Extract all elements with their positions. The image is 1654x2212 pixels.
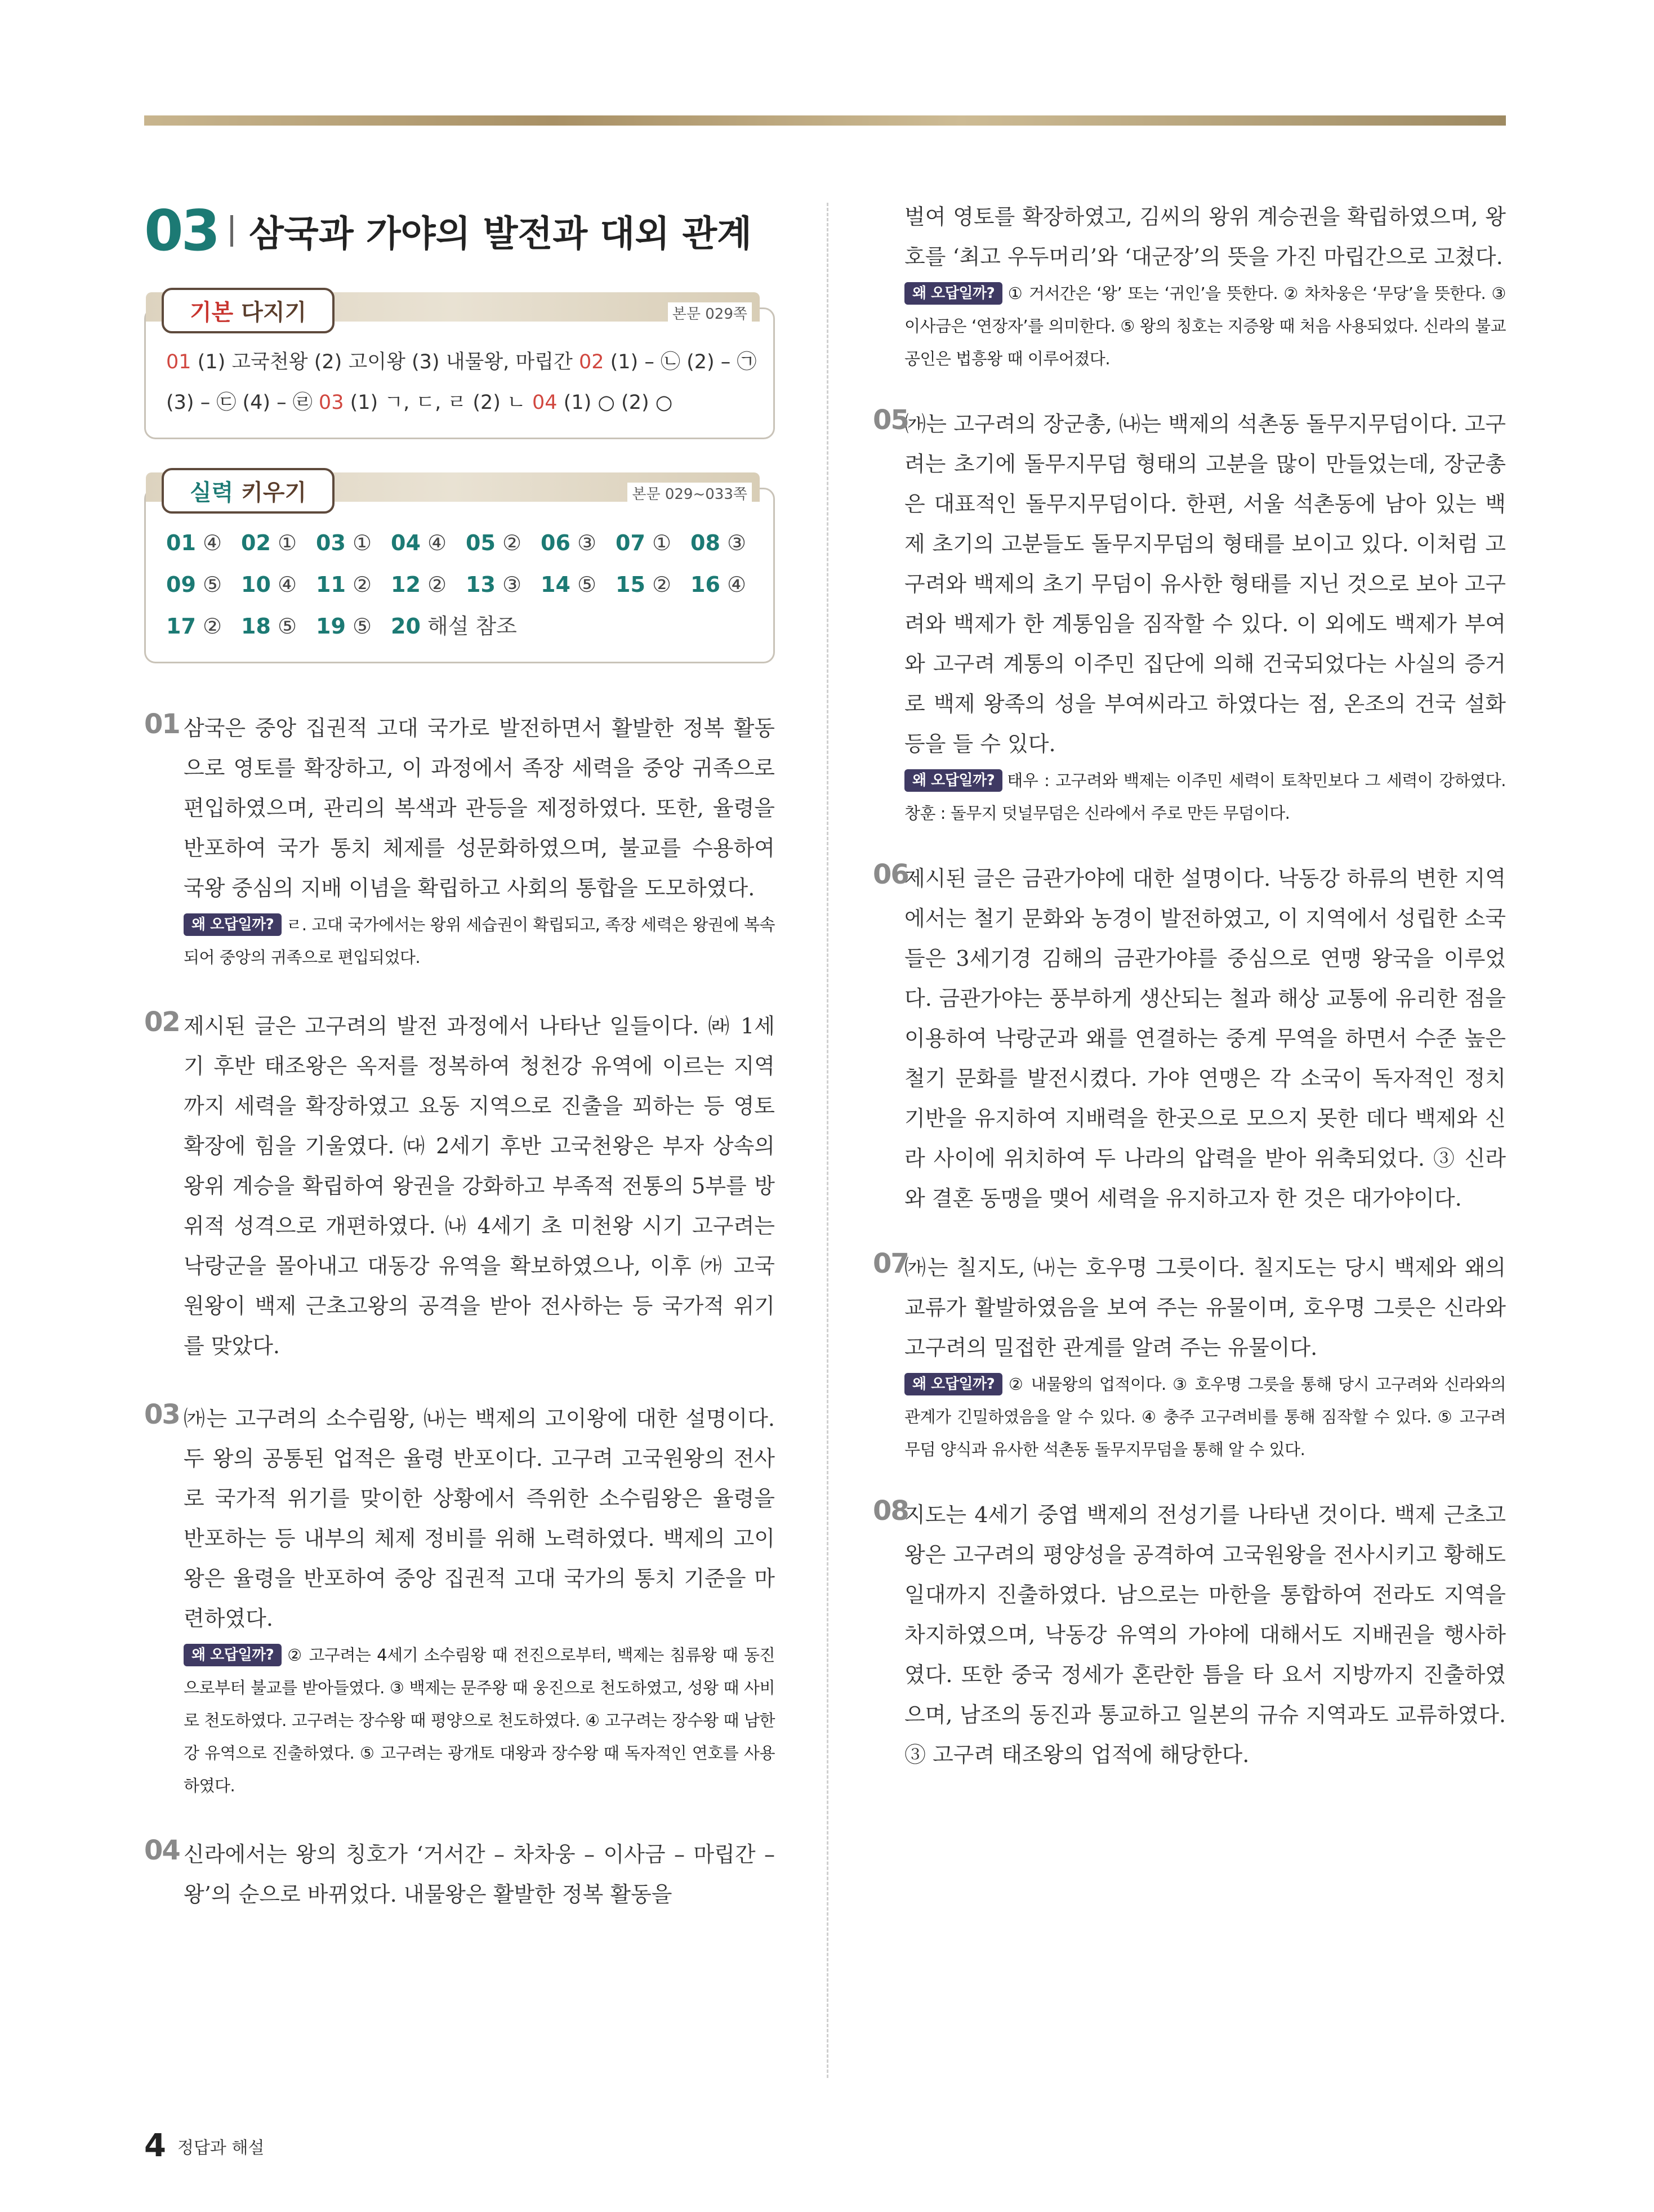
section-heading	[144, 197, 775, 265]
answer-value: ③	[495, 572, 522, 597]
answer-cell	[466, 564, 541, 605]
answer-cell	[541, 564, 616, 605]
answer-cell	[690, 522, 765, 564]
answer-value: ②	[195, 614, 222, 639]
answer-num: 18	[241, 614, 271, 639]
answer-cell	[616, 564, 690, 605]
basic-ans-num: 02	[578, 351, 604, 373]
answer-num: 20	[391, 614, 421, 639]
answer-cell	[316, 522, 391, 564]
answer-value: ①	[270, 530, 297, 555]
answer-num: 13	[466, 572, 496, 597]
answer-cell	[241, 564, 316, 605]
practice-label-rest: 키우기	[233, 480, 307, 506]
answer-num: 09	[166, 572, 196, 597]
question-explanation	[144, 1835, 775, 1915]
answer-value: ④	[270, 572, 297, 597]
page-number: 4	[144, 2128, 166, 2164]
answer-value: ④	[420, 530, 447, 555]
column-divider	[827, 203, 828, 2078]
question-number: 04	[144, 1835, 180, 1866]
explanation-text: 삼국은 중앙 집권적 고대 국가로 발전하면서 활발한 정복 활동으로 영토를 확장하고, 이 과정에서 족장 세력을 중앙 귀족으로 편입하였으며, 관리의 복색과 관등을 제정하였다. 또한, 율령을 반포하여 국가 통치 체제를 성문화하였으며, 불교를 수용하여 국왕 중심의 지배 이념을 확립하고 사회의 통합을 도모하였다.	[184, 716, 775, 900]
answer-cell	[241, 605, 316, 647]
answer-cell	[166, 605, 241, 647]
tip-text: ② 내물왕의 업적이다. ③ 호우명 그릇을 통해 당시 고구려와 신라와의 관계가 긴밀하였음을 알 수 있다. ④ 충주 고구려비를 통해 짐작할 수 있다. ⑤ 고구려 무덤 양식과 유사한 석촌동 돌무지무덤을 통해 알 수 있다.	[904, 1375, 1506, 1459]
left-column	[144, 197, 775, 1915]
answer-num: 03	[316, 530, 346, 555]
basic-box-page-ref: 본문 029쪽	[668, 302, 752, 323]
answer-value: ⑤	[270, 614, 297, 639]
tip-badge: 왜 오답일까?	[904, 1373, 1002, 1395]
answer-cell	[690, 564, 765, 605]
practice-box-label	[162, 468, 335, 514]
basic-answer-line-1	[166, 342, 755, 382]
practice-row	[166, 522, 755, 564]
wrong-answer-note	[144, 908, 775, 974]
question-number: 08	[873, 1495, 908, 1527]
question-number: 05	[873, 404, 908, 436]
tip-text: 태우 : 고구려와 백제는 이주민 세력이 토착민보다 그 세력이 강하였다. 창훈 : 돌무지 덧널무덤은 신라에서 주로 만든 무덤이다.	[904, 771, 1506, 823]
answer-value: ①	[345, 530, 372, 555]
tip-badge: 왜 오답일까?	[904, 282, 1002, 305]
section-title: 삼국과 가야의 발전과 대외 관계	[249, 213, 752, 255]
answer-num: 05	[466, 530, 496, 555]
answer-num: 14	[541, 572, 570, 597]
answer-num: 08	[690, 530, 720, 555]
practice-row	[166, 564, 755, 605]
explanation-text: 제시된 글은 금관가야에 대한 설명이다. 낙동강 하류의 변한 지역에서는 철기 문화와 농경이 발전하였고, 이 지역에서 성립한 소국들은 3세기경 김해의 금관가야를 중심으로 연맹 왕국을 이루었다. 금관가야는 풍부하게 생산되는 철과 해상 교통에 유리한 점을 이용하여 낙랑군과 왜를 연결하는 중계 무역을 하면서 수준 높은 철기 문화를 발전시켰다. 가야 연맹은 각 소국이 독자적인 정치 기반을 유지하여 지배력을 한곳으로 모으지 못한 데다 백제와 신라 사이에 위치하여 두 나라의 압력을 받아 위축되었다. ③ 신라와 결혼 동맹을 맺어 세력을 유지하고자 한 것은 대가야이다.	[904, 866, 1506, 1211]
answer-value: 해설 참조	[420, 614, 517, 639]
answer-value: ⑤	[345, 614, 372, 639]
answer-value: ②	[345, 572, 372, 597]
question-number: 03	[144, 1399, 180, 1430]
answer-num: 11	[316, 572, 346, 597]
question-explanation	[873, 404, 1506, 830]
basic-ans-num: 01	[166, 351, 191, 373]
tip-text: ㄹ. 고대 국가에서는 왕위 세습권이 확립되고, 족장 세력은 왕권에 복속되어 중앙의 귀족으로 편입되었다.	[184, 915, 775, 967]
answer-cell	[391, 605, 560, 647]
section-number: 03	[144, 198, 219, 264]
question-explanation	[873, 1248, 1506, 1466]
tip-badge: 왜 오답일까?	[184, 1644, 282, 1666]
tip-text: ② 고구려는 4세기 소수림왕 때 전진으로부터, 백제는 침류왕 때 동진으로부터 불교를 받아들였다. ③ 백제는 문주왕 때 웅진으로 천도하였고, 성왕 때 사비로 천도하였다. 고구려는 장수왕 때 평양으로 천도하였다. ④ 고구려는 장수왕 때 남한강 유역으로 진출하였다. ⑤ 고구려는 광개토 대왕과 장수왕 때 독자적인 연호를 사용하였다.	[184, 1645, 775, 1795]
answer-num: 16	[690, 572, 720, 597]
answer-num: 01	[166, 530, 196, 555]
answer-num: 04	[391, 530, 421, 555]
right-column	[873, 197, 1506, 1775]
answer-num: 10	[241, 572, 271, 597]
question-explanation	[873, 1495, 1506, 1775]
explanation-text: ㈎는 고구려의 소수림왕, ㈏는 백제의 고이왕에 대한 설명이다. 두 왕의 공통된 업적은 율령 반포이다. 고구려 고국원왕의 전사로 국가적 위기를 맞이한 상황에서 즉위한 소수림왕은 율령을 반포하는 등 내부의 체제 정비를 위해 노력하였다. 백제의 고이왕은 율령을 반포하여 중앙 집권적 고대 국가의 통치 기준을 마련하였다.	[184, 1406, 775, 1631]
explanation-text: 제시된 글은 고구려의 발전 과정에서 나타난 일들이다. ㈑ 1세기 후반 태조왕은 옥저를 정복하여 청천강 유역에 이르는 지역까지 세력을 확장하였고 요동 지역으로 진출을 꾀하는 등 영토 확장에 힘을 기울였다. ㈐ 2세기 후반 고국천왕은 부자 상속의 왕위 계승을 확립하여 왕권을 강화하고 부족적 전통의 5부를 방위적 성격으로 개편하였다. ㈏ 4세기 초 미천왕 시기 고구려는 낙랑군을 몰아내고 대동강 유역을 확보하였으나, 이후 ㈎ 고국원왕이 백제 근초고왕의 공격을 받아 전사하는 등 국가적 위기를 맞았다.	[184, 1014, 775, 1358]
answer-num: 07	[616, 530, 645, 555]
explanation-text: 벌여 영토를 확장하였고, 김씨의 왕위 계승권을 확립하였으며, 왕호를 ‘최고 우두머리’와 ‘대군장’의 뜻을 가진 마립간으로 고쳤다.	[904, 204, 1506, 269]
section-separator	[230, 215, 233, 247]
answer-cell	[466, 522, 541, 564]
answer-cell	[166, 522, 241, 564]
explanation-text: ㈎는 칠지도, ㈏는 호우명 그릇이다. 칠지도는 당시 백제와 왜의 교류가 활발하였음을 보여 주는 유물이며, 호우명 그릇은 신라와 고구려의 밀접한 관계를 알려 주는 유물이다.	[904, 1255, 1506, 1360]
answer-cell	[166, 564, 241, 605]
answer-value: ①	[645, 530, 672, 555]
basic-ans-num: 04	[532, 391, 558, 414]
answer-num: 15	[616, 572, 645, 597]
answer-value: ⑤	[195, 572, 222, 597]
practice-label-em: 실력	[190, 480, 234, 506]
question-explanation	[873, 859, 1506, 1219]
footer-label: 정답과 해설	[177, 2138, 265, 2158]
question-continuation	[873, 197, 1506, 375]
answer-cell	[391, 522, 466, 564]
question-number: 07	[873, 1248, 908, 1279]
tip-badge: 왜 오답일까?	[904, 769, 1002, 792]
question-explanation	[144, 1399, 775, 1802]
question-number: 06	[873, 859, 908, 890]
answer-value: ②	[495, 530, 522, 555]
basic-ans-text: (3) – ㉢ (4) – ㉣	[166, 391, 319, 414]
basic-ans-text: (1) ㄱ, ㄷ, ㄹ (2) ㄴ	[344, 391, 532, 414]
top-decorative-bar	[144, 115, 1506, 126]
wrong-answer-note	[873, 764, 1506, 830]
answer-value: ③	[720, 530, 747, 555]
answer-cell	[541, 522, 616, 564]
answer-cell	[241, 522, 316, 564]
basic-box-label	[162, 288, 335, 333]
basic-label-em: 기본	[190, 300, 234, 325]
basic-label-rest: 다지기	[233, 300, 307, 325]
explanation-text: ㈎는 고구려의 장군총, ㈏는 백제의 석촌동 돌무지무덤이다. 고구려는 초기에 돌무지무덤 형태의 고분을 많이 만들었는데, 장군총은 대표적인 돌무지무덤이다. 한편, 서울 석촌동에 남아 있는 백제 초기의 고분들도 돌무지무덤의 형태를 보이고 있다. 이처럼 고구려와 백제의 초기 무덤이 유사한 형태를 지닌 것으로 보아 고구려와 백제가 한 계통임을 짐작할 수 있다. 이 외에도 백제가 부여와 고구려 계통의 이주민 집단에 의해 건국되었다는 사실의 증거로 백제 왕족의 성을 부여씨라고 하였다는 점, 온조의 건국 설화 등을 들 수 있다.	[904, 412, 1506, 756]
practice-box-page-ref: 본문 029~033쪽	[627, 483, 752, 503]
answer-num: 12	[391, 572, 421, 597]
answer-num: 02	[241, 530, 271, 555]
wrong-answer-note	[873, 277, 1506, 375]
question-number: 02	[144, 1006, 180, 1038]
basic-answer-line-2	[166, 382, 755, 423]
answer-num: 17	[166, 614, 196, 639]
answer-value: ②	[645, 572, 672, 597]
answer-cell	[316, 605, 391, 647]
answer-cell	[391, 564, 466, 605]
wrong-answer-note	[873, 1368, 1506, 1466]
basic-ans-text: (1) ○ (2) ○	[557, 391, 673, 414]
answer-cell	[316, 564, 391, 605]
practice-answer-box	[144, 480, 775, 663]
answer-value: ②	[420, 572, 447, 597]
basic-ans-text: (1) 고국천왕 (2) 고이왕 (3) 내물왕, 마립간	[191, 351, 579, 373]
answer-value: ③	[570, 530, 597, 555]
basic-ans-text: (1) – ㉡ (2) – ㉠	[604, 351, 757, 373]
explanation-text: 지도는 4세기 중엽 백제의 전성기를 나타낸 것이다. 백제 근초고왕은 고구려의 평양성을 공격하여 고국원왕을 전사시키고 황해도 일대까지 진출하였다. 남으로는 마한을 통합하여 전라도 지역을 차지하였으며, 낙동강 유역의 가야에 대해서도 지배권을 행사하였다. 또한 중국 정세가 혼란한 틈을 타 요서 지방까지 진출하였으며, 남조의 동진과 통교하고 일본의 규슈 지역과도 교류하였다. ③ 고구려 태조왕의 업적에 해당한다.	[904, 1502, 1506, 1767]
explanation-text: 신라에서는 왕의 칭호가 ‘거서간 – 차차웅 – 이사금 – 마립간 – 왕’의 순으로 바뀌었다. 내물왕은 활발한 정복 활동을	[184, 1842, 775, 1907]
page-footer	[144, 2128, 264, 2164]
tip-badge: 왜 오답일까?	[184, 913, 282, 936]
answer-value: ④	[195, 530, 222, 555]
answer-value: ④	[720, 572, 747, 597]
tip-text: ① 거서간은 ‘왕’ 또는 ‘귀인’을 뜻한다. ② 차차웅은 ‘무당’을 뜻한다. ③ 이사금은 ‘연장자’를 의미한다. ⑤ 왕의 칭호는 지증왕 때 처음 사용되었다. 신라의 불교 공인은 법흥왕 때 이루어졌다.	[904, 284, 1506, 368]
practice-row	[166, 605, 755, 647]
answer-num: 06	[541, 530, 570, 555]
question-number: 01	[144, 708, 180, 740]
basic-ans-num: 03	[318, 391, 344, 414]
question-explanation	[144, 1006, 775, 1366]
wrong-answer-note	[144, 1639, 775, 1802]
basic-answer-box	[144, 300, 775, 439]
answer-num: 19	[316, 614, 346, 639]
question-explanation	[144, 708, 775, 974]
answer-cell	[616, 522, 690, 564]
answer-value: ⑤	[570, 572, 597, 597]
